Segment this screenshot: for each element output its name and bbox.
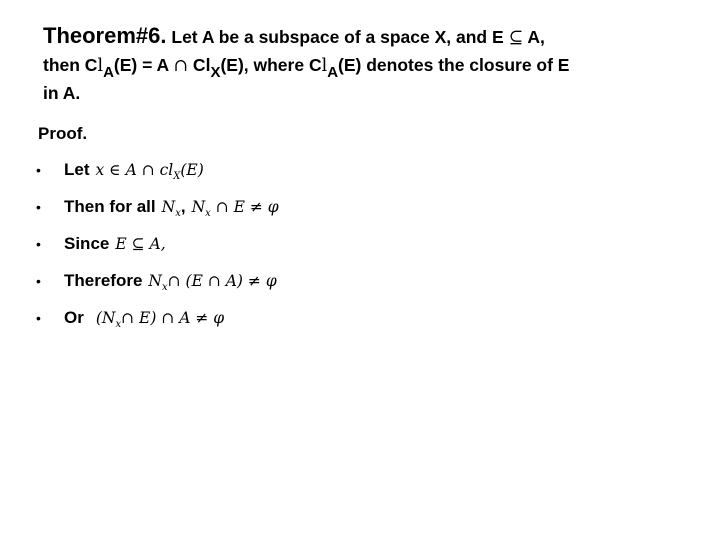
bullet-icon: •: [36, 162, 41, 178]
theorem-text: (E), where C: [220, 55, 322, 75]
bullet-icon: •: [36, 236, 41, 252]
bullet-icon: •: [36, 199, 41, 215]
theorem-text: (E) = A: [113, 55, 174, 75]
theorem-text: A,: [523, 27, 545, 47]
proof-step: [36, 197, 279, 234]
step-label: Then for all: [64, 197, 156, 216]
theorem-statement: [43, 22, 693, 107]
step-math: E ⊆ A,: [115, 235, 166, 253]
step-label: Therefore: [64, 271, 143, 290]
step-label: Since: [64, 234, 110, 253]
bullet-icon: •: [36, 310, 41, 326]
step-label: Let: [64, 160, 90, 179]
step-math: ($N_x\cap$ E) ∩ A ≠ φ: [95, 309, 225, 331]
proof-step: [36, 308, 279, 345]
step-label: ,: [180, 197, 186, 216]
subset-symbol: ⊆: [508, 28, 524, 48]
proof-step: [36, 271, 279, 308]
subscript-a: A: [327, 64, 339, 81]
bullet-icon: •: [36, 273, 41, 289]
step-math: $N_x$ ∩ E ≠ φ: [191, 198, 279, 220]
step-math: $N_x$: [161, 198, 181, 220]
proof-steps: [36, 160, 279, 345]
theorem-text: Cl: [188, 55, 211, 75]
proof-step: [36, 234, 279, 271]
step-math: $N_x\cap$ (E ∩ A) ≠ φ: [148, 272, 277, 294]
theorem-text: l: [97, 56, 104, 76]
theorem-text: (E) denotes the closure of E: [338, 55, 570, 75]
theorem-text: then C: [43, 55, 98, 75]
theorem-title: Theorem#6.: [43, 23, 167, 48]
theorem-text: l: [321, 56, 328, 76]
subscript-a: A: [103, 64, 114, 81]
intersection-symbol: ∩: [173, 56, 189, 76]
theorem-text: in A.: [43, 83, 81, 103]
step-label: Or: [64, 308, 84, 327]
proof-heading: Proof.: [38, 124, 88, 143]
proof-step: [36, 160, 279, 197]
subscript-x: X: [210, 64, 221, 81]
theorem-text: Let A be a subspace of a space X, and E: [171, 27, 509, 47]
step-math: x ∈ A ∩ $cl_X(E)$: [95, 161, 204, 183]
